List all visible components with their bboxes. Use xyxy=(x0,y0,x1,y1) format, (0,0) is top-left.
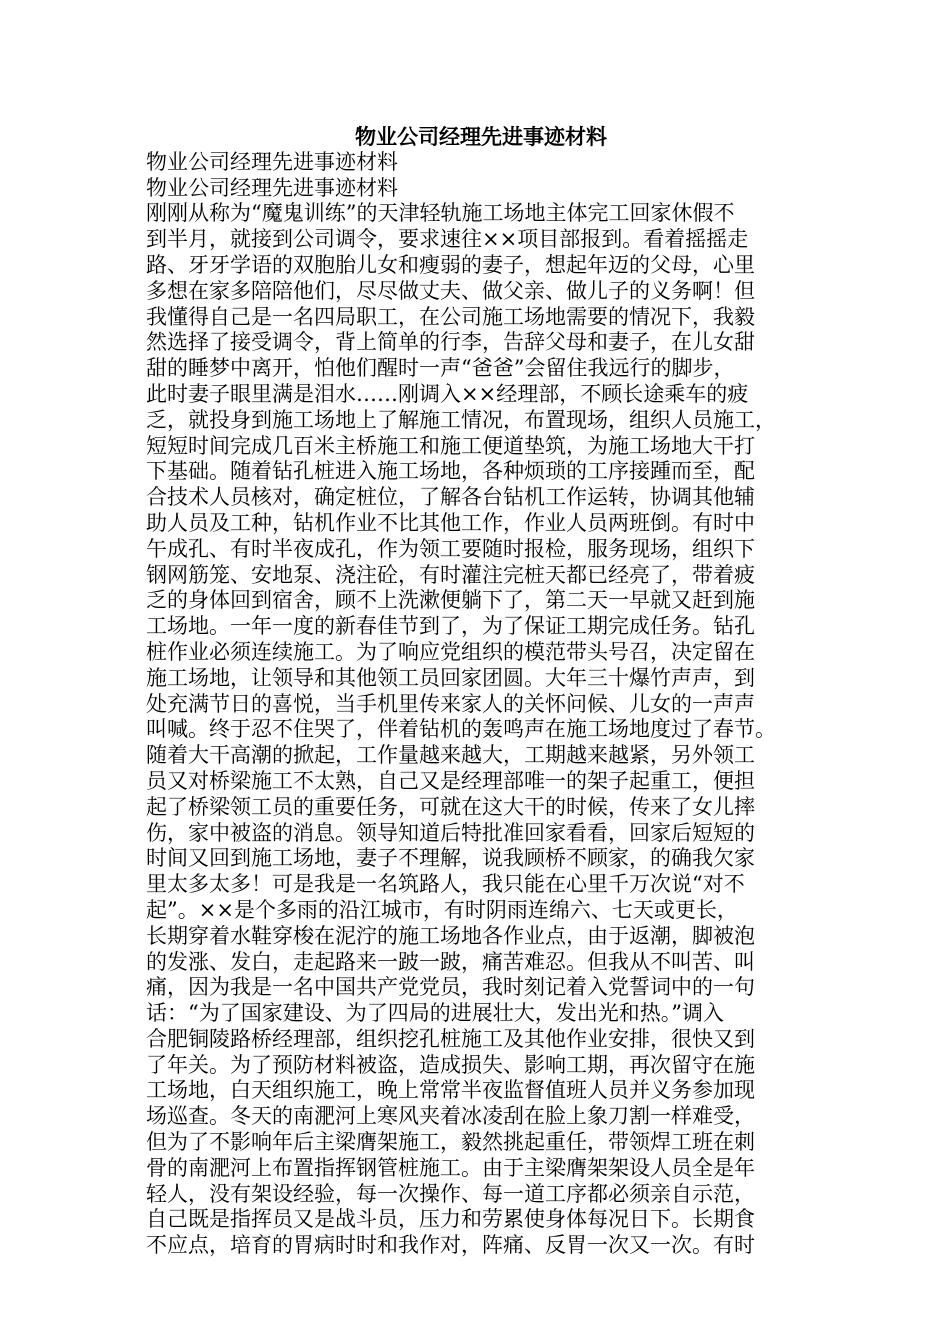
body-text-line: 甜的睡梦中离开，怕他们醒时一声“爸爸”会留住我远行的脚步， xyxy=(146,356,735,381)
document-body xyxy=(146,201,806,1259)
body-text-line: 的发涨、发白，走起路来一跛一跛，痛苦难忍。但我从不叫苦、叫 xyxy=(146,949,755,974)
body-text-line: 乏，就投身到施工场地上了解施工情况，布置现场，组织人员施工， xyxy=(146,407,776,432)
body-text-line: 了年关。为了预防材料被盗，造成损失、影响工期，再次留守在施 xyxy=(146,1052,755,1077)
body-text-line: 施工场地，让领导和其他领工员回家团圆。大年三十爆竹声声，到 xyxy=(146,665,755,690)
document-title: 物业公司经理先进事迹材料 xyxy=(355,124,607,149)
body-text-line: 下基础。随着钻孔桩进入施工场地，各种烦琐的工序接踵而至，配 xyxy=(146,459,755,484)
body-text-line: 午成孔、有时半夜成孔，作为领工要随时报检，服务现场，组织下 xyxy=(146,536,755,561)
body-text-line: 工场地，白天组织施工，晚上常常半夜监督值班人员并义务参加现 xyxy=(146,1078,755,1103)
body-text-line: 起了桥梁领工员的重要任务，可就在这大干的时候，传来了女儿摔 xyxy=(146,794,755,819)
body-text-line: 路、牙牙学语的双胞胎儿女和瘦弱的妻子，想起年迈的父母，心里 xyxy=(146,252,755,277)
body-text-line: 随着大干高潮的掀起，工作量越来越大，工期越来越紧，另外领工 xyxy=(146,743,755,768)
body-text-line: 合技术人员核对，确定桩位，了解各台钻机工作运转，协调其他辅 xyxy=(146,485,755,510)
body-text-line: 叫喊。终于忍不住哭了，伴着钻机的轰鸣声在施工场地度过了春节。 xyxy=(146,717,776,742)
body-text-line: 伤，家中被盗的消息。领导知道后特批准回家看看，回家后短短的 xyxy=(146,820,755,845)
body-text-line: 我懂得自己是一名四局职工，在公司施工场地需要的情况下，我毅 xyxy=(146,304,755,329)
body-text-line: 话：“为了国家建设、为了四局的进展壮大，发出光和热。”调入 xyxy=(146,1001,724,1026)
body-text-line: 钢网筋笼、安地泵、浇注砼，有时灌注完桩天都已经亮了，带着疲 xyxy=(146,562,755,587)
body-text-line: 合肥铜陵路桥经理部，组织挖孔桩施工及其他作业安排，很快又到 xyxy=(146,1026,755,1051)
body-text-line: 刚刚从称为“魔鬼训练”的天津轻轨施工场地主体完工回家休假不 xyxy=(146,201,735,226)
body-text-line: 到半月，就接到公司调令，要求速往××项目部报到。看着摇摇走 xyxy=(146,227,749,252)
body-text-line: 里太多太多！可是我是一名筑路人，我只能在心里千万次说“对不 xyxy=(146,872,745,897)
body-text-line: 场巡查。冬天的南淝河上寒风夹着冰凌刮在脸上象刀割一样难受， xyxy=(146,1104,755,1129)
body-text-line: 处充满节日的喜悦，当手机里传来家人的关怀问候、儿女的一声声 xyxy=(146,691,755,716)
body-text-line: 时间又回到施工场地，妻子不理解，说我顾桥不顾家，的确我欠家 xyxy=(146,846,755,871)
body-text-line: 然选择了接受调令，背上简单的行李，告辞父母和妻子，在儿女甜 xyxy=(146,330,755,355)
body-text-line: 此时妻子眼里满是泪水……刚调入××经理部，不顾长途乘车的疲 xyxy=(146,381,749,406)
body-text-line: 自己既是指挥员又是战斗员，压力和劳累使身体每况日下。长期食 xyxy=(146,1207,755,1232)
body-text-line: 长期穿着水鞋穿梭在泥泞的施工场地各作业点，由于返潮，脚被泡 xyxy=(146,923,755,948)
body-text-line: 不应点，培育的胃病时时和我作对，阵痛、反胃一次又一次。有时 xyxy=(146,1233,755,1258)
body-text-line: 骨的南淝河上布置指挥钢管桩施工。由于主梁膺架架设人员全是年 xyxy=(146,1155,755,1180)
body-text-line: 起”。××是个多雨的沿江城市，有时阴雨连绵六、七天或更长， xyxy=(146,897,738,922)
body-text-line: 助人员及工种，钻机作业不比其他工作，作业人员两班倒。有时中 xyxy=(146,510,755,535)
body-text-line: 桩作业必须连续施工。为了响应党组织的模范带头号召，决定留在 xyxy=(146,639,755,664)
document-subtitle: 物业公司经理先进事迹材料 xyxy=(146,175,398,200)
body-text-line: 短短时间完成几百米主桥施工和施工便道垫筑，为施工场地大干打 xyxy=(146,433,755,458)
body-text-line: 痛，因为我是一名中国共产党党员，我时刻记着入党誓词中的一句 xyxy=(146,975,755,1000)
document-content xyxy=(146,124,806,1259)
body-text-line: 轻人，没有架设经验，每一次操作、每一道工序都必须亲自示范， xyxy=(146,1181,755,1206)
body-text-line: 但为了不影响年后主梁膺架施工，毅然挑起重任，带领焊工班在刺 xyxy=(146,1130,755,1155)
body-text-line: 多想在家多陪陪他们，尽尽做丈夫、做父亲、做儿子的义务啊！但 xyxy=(146,278,755,303)
body-text-line: 乏的身体回到宿舍，顾不上洗漱便躺下了，第二天一早就又赶到施 xyxy=(146,588,755,613)
body-text-line: 工场地。一年一度的新春佳节到了，为了保证工期完成任务。钻孔 xyxy=(146,614,755,639)
document-subtitle: 物业公司经理先进事迹材料 xyxy=(146,149,398,174)
body-text-line: 员又对桥梁施工不太熟，自己又是经理部唯一的架子起重工，便担 xyxy=(146,768,755,793)
